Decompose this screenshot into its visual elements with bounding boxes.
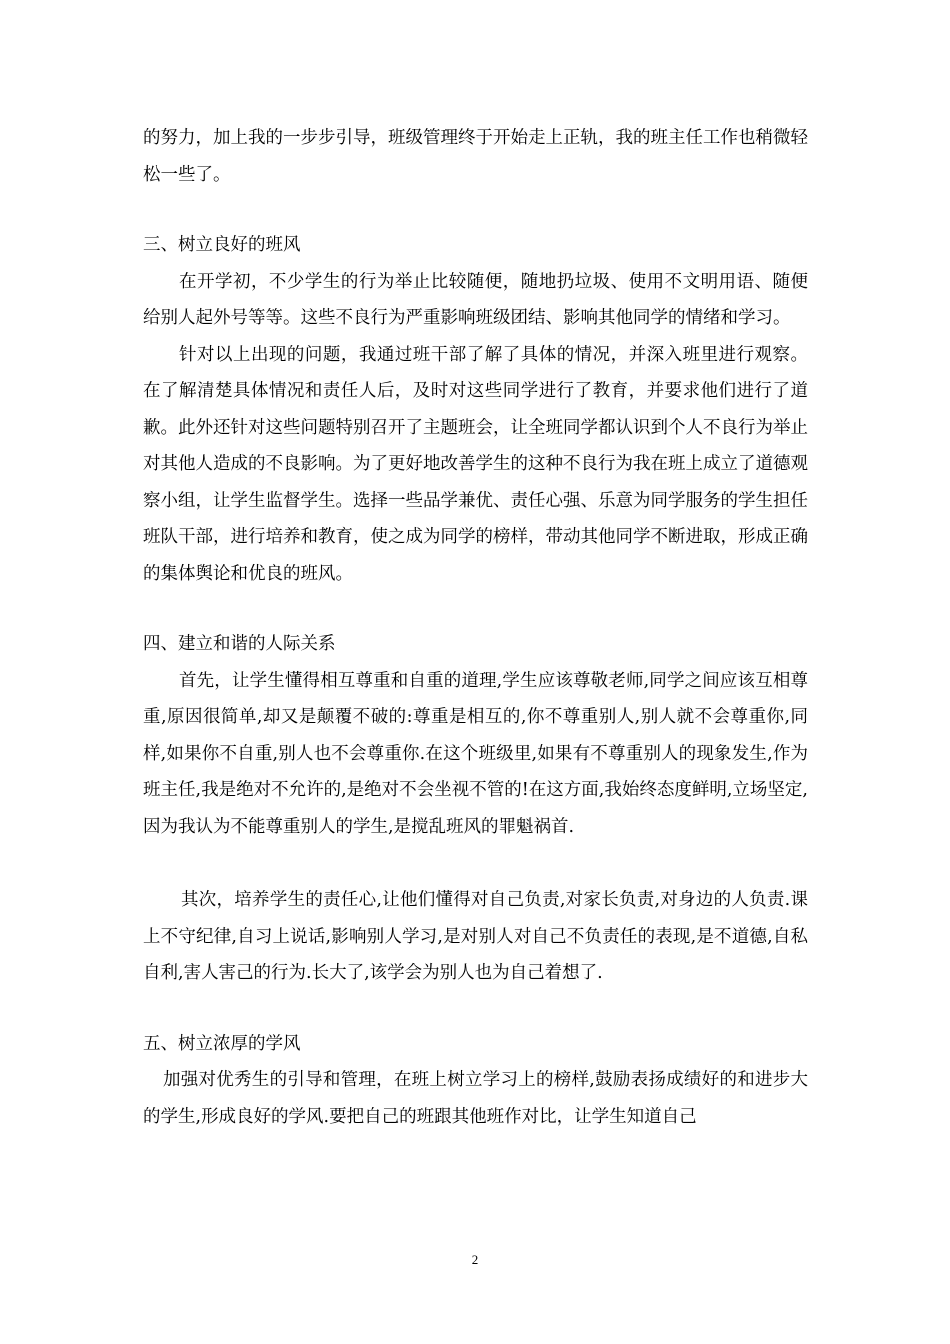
page-number: 2 <box>471 1252 479 1267</box>
section-5-paragraph-1: 加强对优秀生的引导和管理，在班上树立学习上的榜样,鼓励表扬成绩好的和进步大的学生,形成良好的学风.要把自己的班跟其他班作对比，让学生知道自己 <box>143 1070 808 1127</box>
section-heading-4: 四、建立和谐的人际关系 <box>143 634 336 654</box>
spacer <box>143 592 808 626</box>
spacer <box>143 845 808 882</box>
spacer <box>143 193 808 227</box>
section-3-paragraph-2: 针对以上出现的问题，我通过班干部了解了具体的情况，并深入班里进行观察。在了解清楚具体情况和责任人后，及时对这些同学进行了教育，并要求他们进行了道歉。此外还针对这些问题特别召开了主题班会，让全班同学都认识到个人不良行为举止对其他人造成的不良影响。为了更好地改善学生的这种不良行为我在班上成立了道德观察小组，让学生监督学生。选择一些品学兼优、责任心强、乐意为同学服务的学生担任班队干部，进行培养和教育，使之成为同学的榜样，带动其他同学不断进取，形成正确的集体舆论和优良的班风。 <box>143 344 808 584</box>
section-4-paragraph-1: 首先，让学生懂得相互尊重和自重的道理,学生应该尊敬老师,同学之间应该互相尊重,原因很简单,却又是颠覆不破的:尊重是相互的,你不尊重别人,别人就不会尊重你,同样,如果你不自重,别人也不会尊重你.在这个班级里,如果有不尊重别人的现象发生,作为班主任,我是绝对不允许的,是绝对不会坐视不管的!在这方面,我始终态度鲜明,立场坚定,因为我认为不能尊重别人的学生,是搅乱班风的罪魁祸首. <box>143 670 808 837</box>
section-heading-3: 三、树立良好的班风 <box>143 235 301 255</box>
section-4-paragraph-2: 其次，培养学生的责任心,让他们懂得对自己负责,对家长负责,对身边的人负责.课上不守纪律,自习上说话,影响别人学习,是对别人对自己不负责任的表现,是不道德,自私自利,害人害己的行为.长大了,该学会为别人也为自己着想了. <box>143 890 808 983</box>
section-heading-5: 五、树立浓厚的学风 <box>143 1033 301 1054</box>
spacer <box>143 992 808 1026</box>
page-body <box>143 120 808 1135</box>
intro-paragraph: 的努力，加上我的一步步引导，班级管理终于开始走上正轨，我的班主任工作也稍微轻松一些了。 <box>143 128 808 185</box>
section-3-paragraph-1: 在开学初，不少学生的行为举止比较随便，随地扔垃圾、使用不文明用语、随便给别人起外号等等。这些不良行为严重影响班级团结、影响其他同学的情绪和学习。 <box>143 271 808 328</box>
